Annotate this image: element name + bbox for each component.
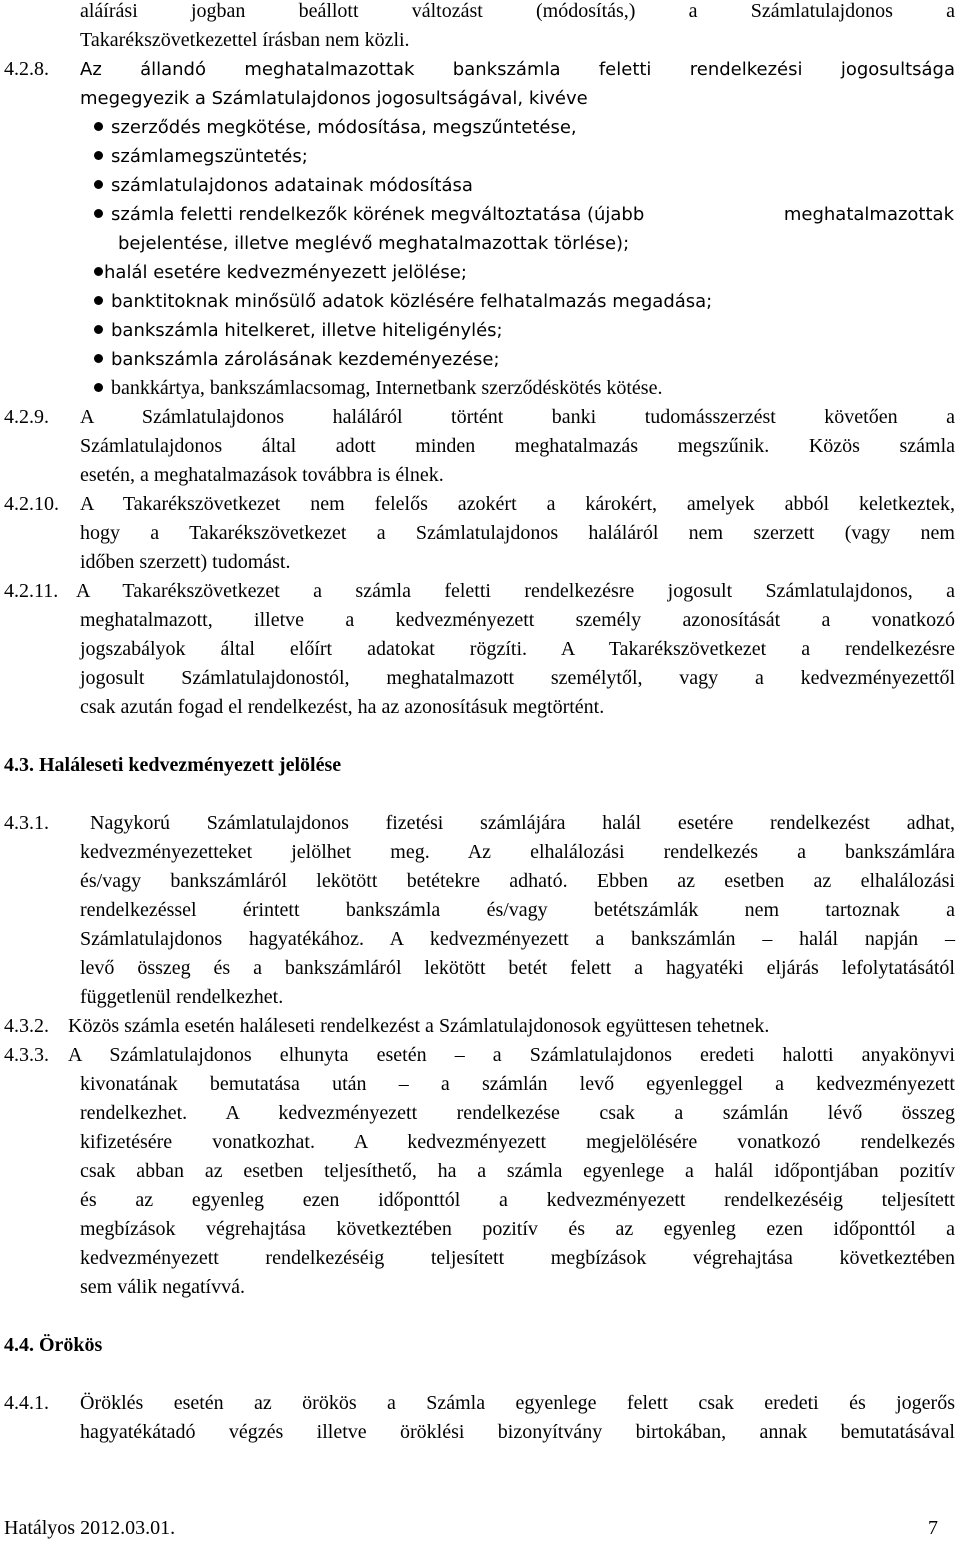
s4211-line-2: meghatalmazott, illetve a kedvezményezett személy azonosítását a vonatkozó bbox=[80, 609, 955, 631]
s441-line-2: hagyatékátadó végzés illetve öröklési bizonyítvány birtokában, annak bemutatásával bbox=[80, 1421, 955, 1443]
section-number-4-3-1: 4.3.1. bbox=[4, 812, 49, 834]
bullet-item: bankszámla hitelkeret, illetve hiteligénylés; bbox=[94, 316, 503, 345]
s431-line-5: Számlatulajdonos hagyatékához. A kedvezményezett a bankszámlán – halál napján – bbox=[80, 928, 955, 950]
bullet-icon bbox=[94, 209, 103, 218]
bullet-icon bbox=[94, 354, 103, 363]
bullet-icon bbox=[94, 122, 103, 131]
footer-page-number: 7 bbox=[928, 1517, 938, 1539]
bullet-item: bankkártya, bankszámlacsomag, Internetbank szerződéskötés kötése. bbox=[94, 374, 662, 403]
bullet-icon bbox=[94, 151, 103, 160]
s431-line-3: és/vagy bankszámláról lekötött betétekre adható. Ebben az esetben az elhalálozási bbox=[80, 870, 955, 892]
bullet-item: banktitoknak minősülő adatok közlésére felhatalmazás megadása; bbox=[94, 287, 712, 316]
s4210-line-2: hogy a Takarékszövetkezet a Számlatulajdonos haláláról nem szerzett (vagy nem bbox=[80, 522, 955, 544]
bullet-icon bbox=[94, 296, 103, 305]
s4210-line-1: A Takarékszövetkezet nem felelős azokért a károkért, amelyek abból keletkeztek, bbox=[80, 493, 955, 515]
bullet-item: szerződés megkötése, módosítása, megszűntetése, bbox=[94, 113, 577, 142]
section-number-4-4-1: 4.4.1. bbox=[4, 1392, 49, 1414]
s4211-line-1: A Takarékszövetkezet a számla feletti rendelkezésre jogosult Számlatulajdonos, a bbox=[76, 580, 955, 602]
bullet-icon bbox=[94, 180, 103, 189]
s433-line-6: és az egyenleg ezen időponttól a kedvezményezett rendelkezéséig teljesített bbox=[80, 1189, 955, 1211]
bullet-4-continuation: bejelentése, illetve meglévő meghatalmazottak törlése); bbox=[118, 233, 630, 254]
s441-line-1: Öröklés esetén az örökös a Számla egyenlege felett csak eredeti és jogerős bbox=[80, 1392, 955, 1414]
s433-line-8: kedvezményezett rendelkezéséig teljesített megbízások végrehajtása következtében bbox=[80, 1247, 955, 1269]
s431-line-4: rendelkezéssel érintett bankszámla és/vagy betétszámlák nem tartoznak a bbox=[80, 899, 955, 921]
s4211-line-4: jogosult Számlatulajdonostól, meghatalmazott személytől, vagy a kedvezményezettől bbox=[80, 667, 955, 689]
intro-line-1: aláírási jogban beállott változást (módosítás,) a Számlatulajdonos a bbox=[80, 0, 955, 22]
section-heading-4-4: 4.4. Örökös bbox=[4, 1334, 103, 1356]
s433-line-2: kivonatának bemutatása után – a számlán levő egyenleggel a kedvezményezett bbox=[80, 1073, 955, 1095]
bullet-item: számlatulajdonos adatainak módosítása bbox=[94, 171, 473, 200]
s429-line-1: A Számlatulajdonos haláláról történt banki tudomásszerzést követően a bbox=[80, 406, 955, 428]
section-number-4-2-9: 4.2.9. bbox=[4, 406, 49, 428]
s431-line-2: kedvezményezetteket jelölhet meg. Az elhalálozási rendelkezés a bankszámlára bbox=[80, 841, 955, 863]
s4211-line-3: jogszabályok által előírt adatokat rögzíti. A Takarékszövetkezet a rendelkezésre bbox=[80, 638, 955, 660]
s433-line-3: rendelkezhet. A kedvezményezett rendelkezése csak a számlán lévő összeg bbox=[80, 1102, 955, 1124]
s433-line-1: A Számlatulajdonos elhunyta esetén – a Számlatulajdonos eredeti halotti anyakönyvi bbox=[68, 1044, 955, 1066]
s4210-line-3: időben szerzett) tudomást. bbox=[80, 551, 291, 573]
section-number-4-2-11: 4.2.11. bbox=[4, 580, 59, 602]
bullet-icon bbox=[94, 325, 103, 334]
s433-line-9: sem válik negatívvá. bbox=[80, 1276, 245, 1298]
bullet-item: számla feletti rendelkezők körének megváltoztatása (újabb bbox=[94, 200, 644, 229]
bullet-icon bbox=[94, 383, 103, 392]
s431-line-1: Nagykorú Számlatulajdonos fizetési számlájára halál esetére rendelkezést adhat, bbox=[90, 812, 955, 834]
s428-line-2: megegyezik a Számlatulajdonos jogosultságával, kivéve bbox=[80, 88, 588, 109]
bullet-icon bbox=[94, 267, 103, 276]
s431-line-7: függetlenül rendelkezhet. bbox=[80, 986, 284, 1008]
s429-line-2: Számlatulajdonos által adott minden meghatalmazás megszűnik. Közös számla bbox=[80, 435, 955, 457]
section-number-4-3-3: 4.3.3. bbox=[4, 1044, 49, 1066]
s428-line-1: Az állandó meghatalmazottak bankszámla feletti rendelkezési jogosultsága bbox=[80, 59, 955, 80]
bullet-item: halál esetére kedvezményezett jelölése; bbox=[94, 258, 467, 287]
bullet-4-right-word: meghatalmazottak bbox=[783, 204, 954, 225]
section-number-4-2-8: 4.2.8. bbox=[4, 58, 49, 80]
s432-text: Közös számla esetén haláleseti rendelkezést a Számlatulajdonosok együttesen tehetnek. bbox=[68, 1015, 770, 1037]
bullet-item: számlamegszüntetés; bbox=[94, 142, 308, 171]
s4211-line-5: csak azután fogad el rendelkezést, ha az azonosításuk megtörtént. bbox=[80, 696, 605, 718]
s433-line-7: megbízások végrehajtása következtében pozitív és az egyenleg ezen időponttól a bbox=[80, 1218, 955, 1240]
footer-effective-date: Hatályos 2012.03.01. bbox=[4, 1517, 176, 1539]
s433-line-5: csak abban az esetben teljesíthető, ha a számla egyenlege a halál időpontjában pozitív bbox=[80, 1160, 955, 1182]
bullet-item: bankszámla zárolásának kezdeményezése; bbox=[94, 345, 500, 374]
s429-line-3: esetén, a meghatalmazások továbbra is élnek. bbox=[80, 464, 444, 486]
section-heading-4-3: 4.3. Haláleseti kedvezményezett jelölése bbox=[4, 754, 342, 776]
section-number-4-2-10: 4.2.10. bbox=[4, 493, 59, 515]
intro-line-2: Takarékszövetkezettel írásban nem közli. bbox=[80, 29, 410, 51]
section-number-4-3-2: 4.3.2. bbox=[4, 1015, 49, 1037]
s431-line-6: levő összeg és a bankszámláról lekötött betét felett a hagyatéki eljárás lefolytatásától bbox=[80, 957, 955, 979]
s433-line-4: kifizetésére vonatkozhat. A kedvezményezett megjelölésére vonatkozó rendelkezés bbox=[80, 1131, 955, 1153]
